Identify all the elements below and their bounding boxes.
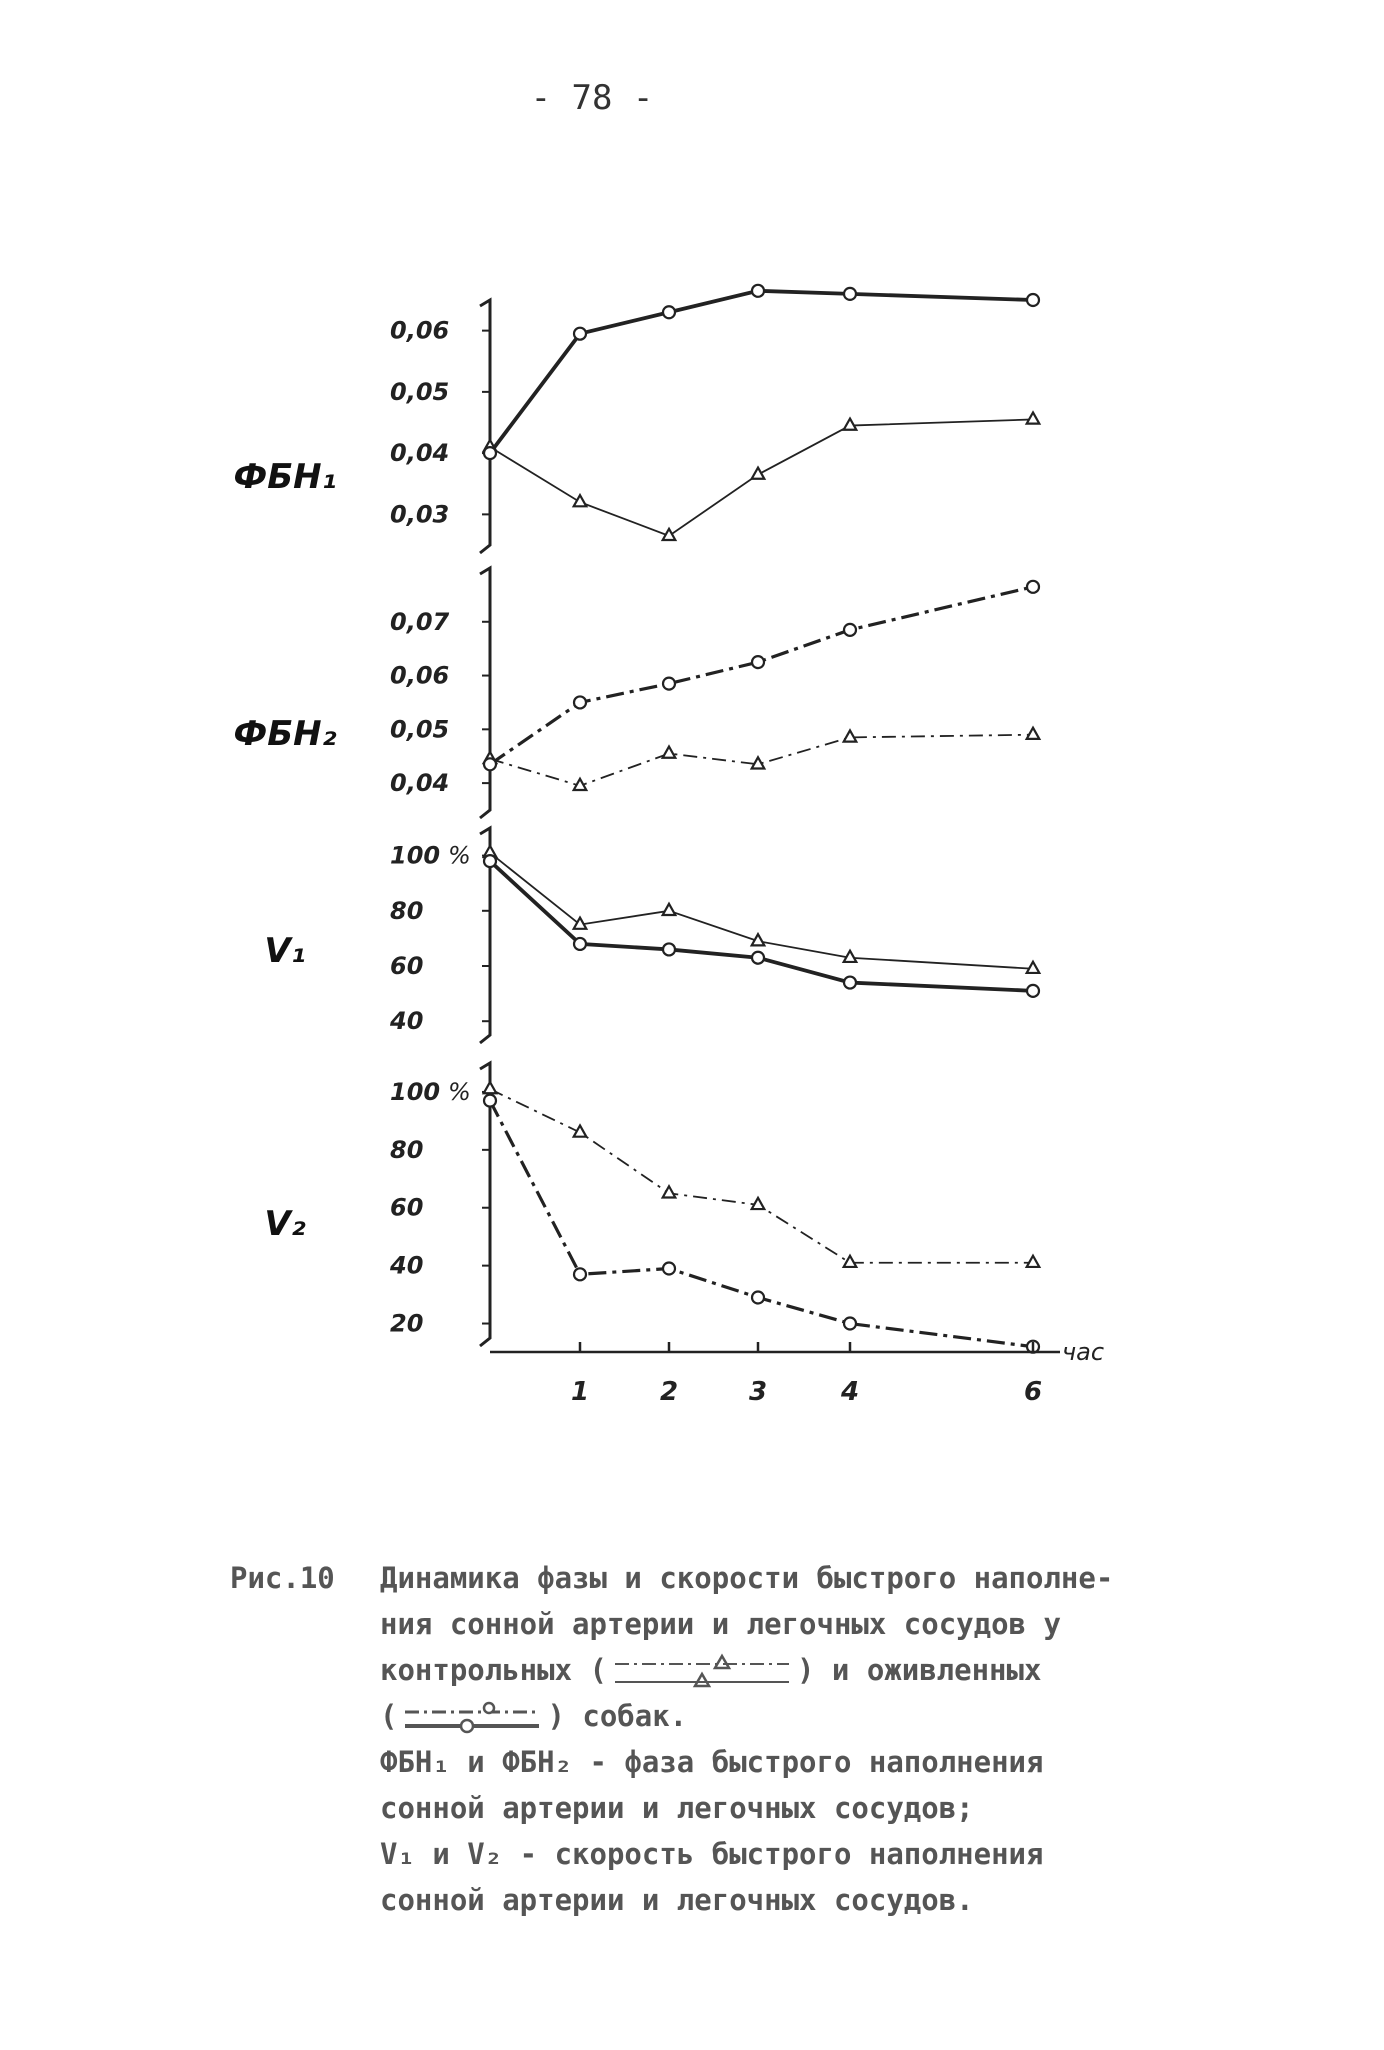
caption-line-1: Динамика фазы и скорости быстрого наполне- <box>380 1561 1114 1595</box>
panel-3-series-circle-line <box>490 861 1033 991</box>
x-tick-label: 1 <box>570 1377 590 1407</box>
panel-1-y-tick-label: 0,06 <box>390 316 450 345</box>
panel-2-circle-point <box>1027 581 1039 593</box>
panel-1-title: ФБН₁ <box>233 457 337 497</box>
panel-3-circle-point <box>484 855 496 867</box>
panel-2-circle-point <box>574 696 586 708</box>
panel-4-y-tick-label: 60 <box>390 1193 424 1222</box>
panel-2-triangle-point <box>844 730 857 741</box>
panel-4-triangle-point <box>484 1082 497 1093</box>
panel-2-triangle-point <box>663 747 676 758</box>
panel-2-circle-point <box>484 758 496 770</box>
panel-2-triangle-point <box>752 757 765 768</box>
legend-revived-icon <box>397 1698 547 1738</box>
panel-4-circle-point <box>574 1268 586 1280</box>
panel-4-circle-point <box>663 1263 675 1275</box>
panel-2-y-tick-label: 0,04 <box>390 769 450 798</box>
x-axis-unit: час <box>1062 1338 1105 1366</box>
caption-line-8: сонной артерии и легочных сосудов. <box>380 1883 974 1917</box>
panel-2-circle-point <box>752 656 764 668</box>
panel-2-circle-point <box>663 678 675 690</box>
caption-line-4-start: ( <box>380 1699 398 1733</box>
panel-4-unit: % <box>448 1077 471 1106</box>
panel-1-triangle-point <box>844 419 857 430</box>
caption-line-7: V₁ и V₂ - скорость быстрого наполнения <box>380 1837 1044 1871</box>
x-tick-label: 3 <box>748 1377 768 1407</box>
panel-3-triangle-point <box>844 951 857 962</box>
panel-4-triangle-point <box>752 1198 765 1209</box>
panel-3-circle-point <box>752 952 764 964</box>
panel-3-y-tick-label: 100 <box>390 841 441 870</box>
panel-1-triangle-point <box>752 468 765 479</box>
panel-4-y-tick-label: 20 <box>390 1309 424 1338</box>
panel-1-y-tick-label: 0,04 <box>390 439 450 468</box>
panel-4-triangle-point <box>663 1186 676 1197</box>
panel-1-circle-point <box>752 285 764 297</box>
panel-4-circle-point <box>844 1318 856 1330</box>
panel-2-triangle-point <box>574 779 587 790</box>
caption-line-3 <box>380 1647 1180 1693</box>
panel-2-series-circle-line <box>490 587 1033 764</box>
panel-3-y-tick-label: 60 <box>390 952 424 980</box>
panel-2-triangle-point <box>1027 728 1040 739</box>
panel-3-unit: % <box>448 841 471 870</box>
panel-4-y-tick-label: 80 <box>390 1135 424 1164</box>
panel-3-series-triangle-line <box>490 853 1033 969</box>
caption-line-6: сонной артерии и легочных сосудов; <box>380 1791 974 1825</box>
panel-1-circle-point <box>663 306 675 318</box>
panel-3-y-tick-label: 40 <box>390 1007 424 1036</box>
panel-1-triangle-point <box>663 529 676 540</box>
page-number: - 78 - <box>530 78 654 118</box>
panel-3-title: V₁ <box>264 931 306 971</box>
panel-1-series-circle-line <box>490 291 1033 453</box>
panel-4-series-triangle-line <box>490 1089 1033 1263</box>
panel-3-triangle-point <box>574 918 587 929</box>
x-tick-label: 6 <box>1023 1377 1043 1407</box>
panel-2-series-triangle-line <box>490 735 1033 786</box>
panel-4-y-tick-label: 40 <box>390 1251 424 1280</box>
panel-4-y-tick-label: 100 <box>390 1077 441 1106</box>
panel-3-triangle-point <box>752 934 765 945</box>
panel-1-circle-point <box>1027 294 1039 306</box>
panel-2-y-tick-label: 0,05 <box>390 715 450 744</box>
caption-line-5: ФБН₁ и ФБН₂ - фаза быстрого наполнения <box>380 1745 1044 1779</box>
panel-2-title: ФБН₂ <box>233 714 337 754</box>
panel-2-y-axis <box>480 568 490 818</box>
panel-3-circle-point <box>1027 985 1039 997</box>
panel-4-triangle-point <box>1027 1256 1040 1267</box>
panel-2-y-tick-label: 0,06 <box>390 661 450 690</box>
panel-3-circle-point <box>574 938 586 950</box>
panel-3-triangle-point <box>663 904 676 915</box>
legend-control-icon <box>607 1652 797 1692</box>
panel-3-y-tick-label: 80 <box>390 896 424 925</box>
panel-2-circle-point <box>844 624 856 636</box>
panel-1-y-tick-label: 0,03 <box>390 500 450 529</box>
panel-4-series-circle-line <box>490 1101 1033 1347</box>
x-tick-label: 2 <box>659 1377 679 1407</box>
panel-4-triangle-point <box>574 1125 587 1136</box>
panel-1-y-tick-label: 0,05 <box>390 377 450 406</box>
panel-1-circle-point <box>844 288 856 300</box>
caption-line-2: ния сонной артерии и легочных сосудов у <box>380 1607 1061 1641</box>
figure-caption <box>230 1555 1180 1923</box>
panel-3-triangle-point <box>1027 962 1040 973</box>
panel-1-triangle-point <box>574 495 587 506</box>
panel-3-circle-point <box>663 943 675 955</box>
panel-1-triangle-point <box>1027 412 1040 423</box>
panel-4-circle-point <box>752 1291 764 1303</box>
panel-1-circle-point <box>574 328 586 340</box>
caption-line-3-start: контрольных ( <box>380 1653 607 1687</box>
caption-line-4-end: ) собак. <box>547 1699 688 1733</box>
panel-4-circle-point <box>484 1095 496 1107</box>
caption-line-4 <box>380 1693 1180 1739</box>
panel-3-circle-point <box>844 977 856 989</box>
panel-4-title: V₂ <box>264 1204 306 1244</box>
x-tick-label: 4 <box>840 1377 860 1407</box>
panel-1-circle-point <box>484 447 496 459</box>
panel-2-y-tick-label: 0,07 <box>390 607 450 636</box>
panel-4-triangle-point <box>844 1256 857 1267</box>
caption-line-3-end: ) и оживленных <box>796 1653 1042 1687</box>
caption-label: Рис.10 <box>230 1561 335 1595</box>
